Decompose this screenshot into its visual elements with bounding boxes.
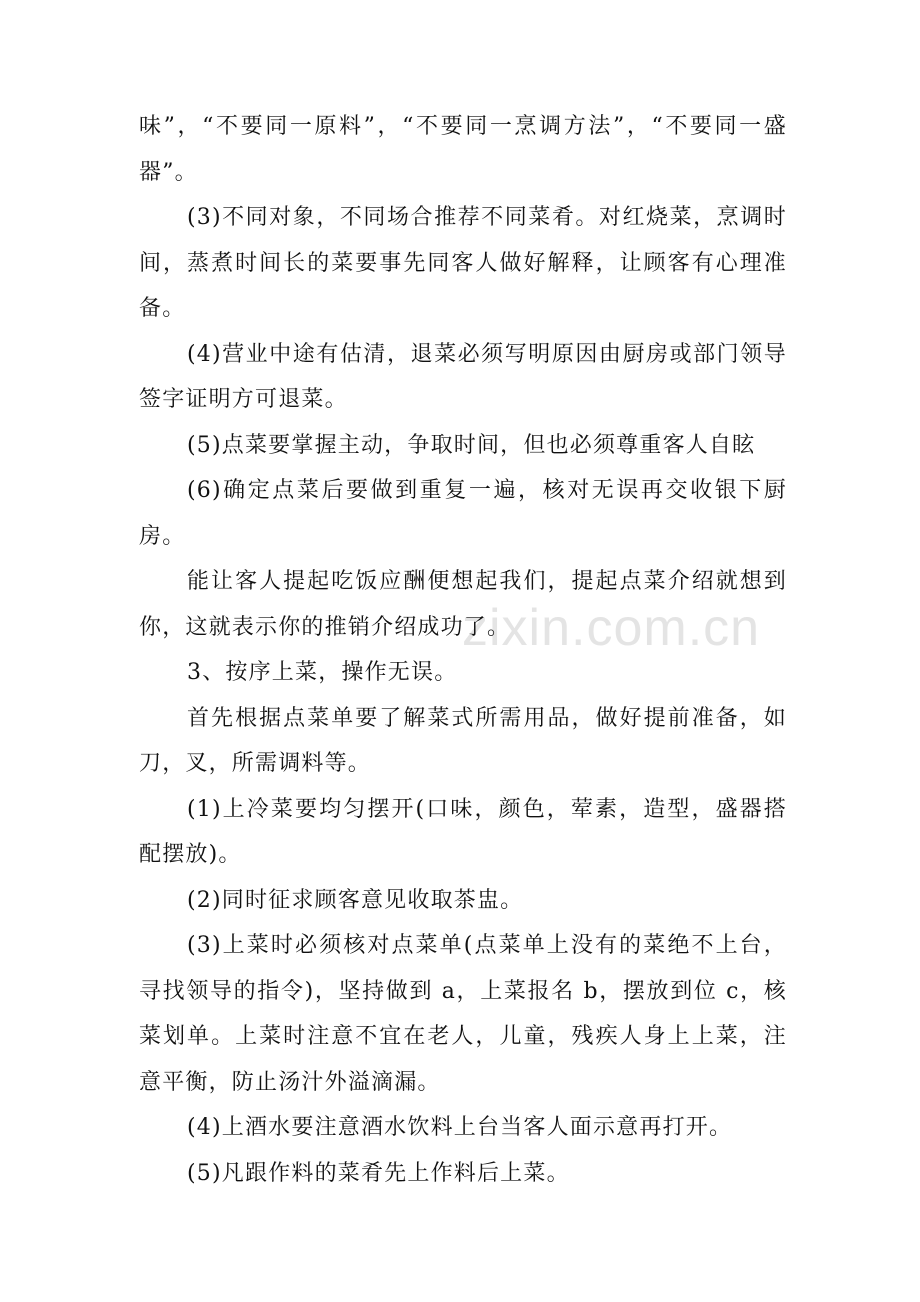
paragraph: (5)点菜要掌握主动，争取时间，但也必须尊重客人自眩 — [187, 432, 756, 458]
paragraph: 能让客人提起吃饭应酬便想起我们，提起点菜介绍就想到你，这就表示你的推销介绍成功了。 — [139, 569, 787, 640]
paragraph: (2)同时征求顾客意见收取茶盅。 — [187, 887, 524, 913]
paragraph: (6)确定点菜后要做到重复一遍，核对无误再交收银下厨房。 — [139, 478, 787, 549]
paragraph: (5)凡跟作料的菜肴先上作料后上菜。 — [187, 1160, 570, 1186]
document-body — [139, 104, 787, 1196]
paragraph: 味”，“不要同一原料”，“不要同一烹调方法”，“不要同一盛器”。 — [139, 114, 787, 185]
paragraph: (4)营业中途有估清，退菜必须写明原因由厨房或部门领导签字证明方可退菜。 — [139, 341, 787, 412]
paragraph: (3)上菜时必须核对点菜单(点菜单上没有的菜绝不上台，寻找领导的指令)，坚持做到 a，上菜报名 b，摆放到位 c，核菜划单。上菜时注意不宜在老人，儿童，残疾人身上上菜，注意平衡，防止汤汁外溢滴漏。 — [139, 933, 787, 1095]
paragraph: 首先根据点菜单要了解菜式所需用品，做好提前准备，如刀，叉，所需调料等。 — [139, 705, 787, 776]
paragraph: (3)不同对象，不同场合推荐不同菜肴。对红烧菜，烹调时间，蒸煮时间长的菜要事先同客人做好解释，让顾客有心理准备。 — [139, 205, 787, 321]
paragraph: (4)上酒水要注意酒水饮料上台当客人面示意再打开。 — [187, 1115, 733, 1140]
watermark: zixin.com.cn — [462, 599, 761, 657]
paragraph: (1)上冷菜要均匀摆开(口味，颜色，荤素，造型，盛器搭配摆放)。 — [139, 796, 787, 867]
section-heading: 3、按序上菜，操作无误。 — [187, 660, 458, 685]
